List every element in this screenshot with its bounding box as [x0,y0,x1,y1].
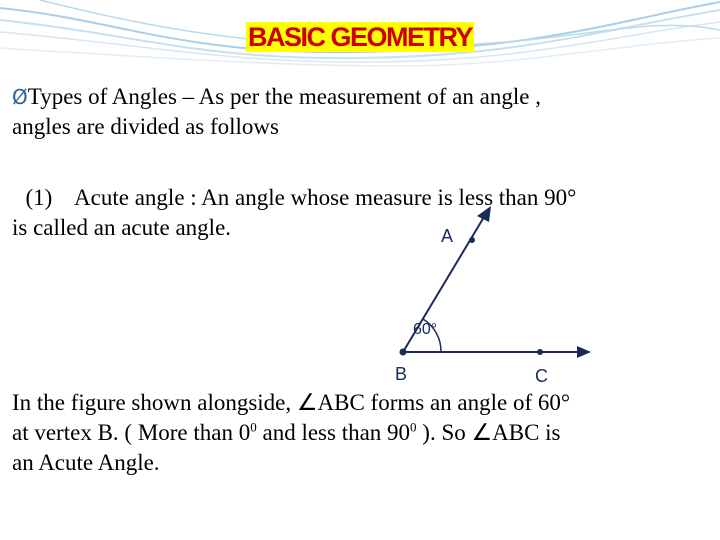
point-a [469,237,475,243]
caption-paragraph: In the figure shown alongside, ∠ABC forms an angle of 60° at vertex B. ( More than $0^0$ and less than $90^0$ ). So ∠ABC is an Acute Angle. [12,390,571,475]
intro-paragraph [12,82,541,142]
label-a: A [441,226,454,246]
caption-line-1: In the figure shown alongside, ∠ABC forms an angle of 60° [12,390,571,415]
ray-ba-arrowhead [477,206,491,222]
ray-bc-arrowhead [577,346,591,358]
acute-line-1: (1) Acute angle : An angle whose measure is less than 90° [25,185,577,210]
acute-line-2: is called an acute angle. [12,215,232,240]
acute-angle-figure [385,200,605,390]
point-c [537,349,543,355]
caption-line-3: an Acute Angle. [12,450,160,475]
page-title: BASIC GEOMETRY [247,22,473,52]
angle-label: 60° [413,321,438,338]
bullet-arrow-icon: Ø [12,85,28,109]
label-c: C [535,366,548,386]
point-b [400,349,407,356]
intro-line-1: Types of Angles – As per the measurement of an angle , [27,84,541,109]
label-b: B [395,364,408,384]
intro-line-2: angles are divided as follows [12,114,279,139]
